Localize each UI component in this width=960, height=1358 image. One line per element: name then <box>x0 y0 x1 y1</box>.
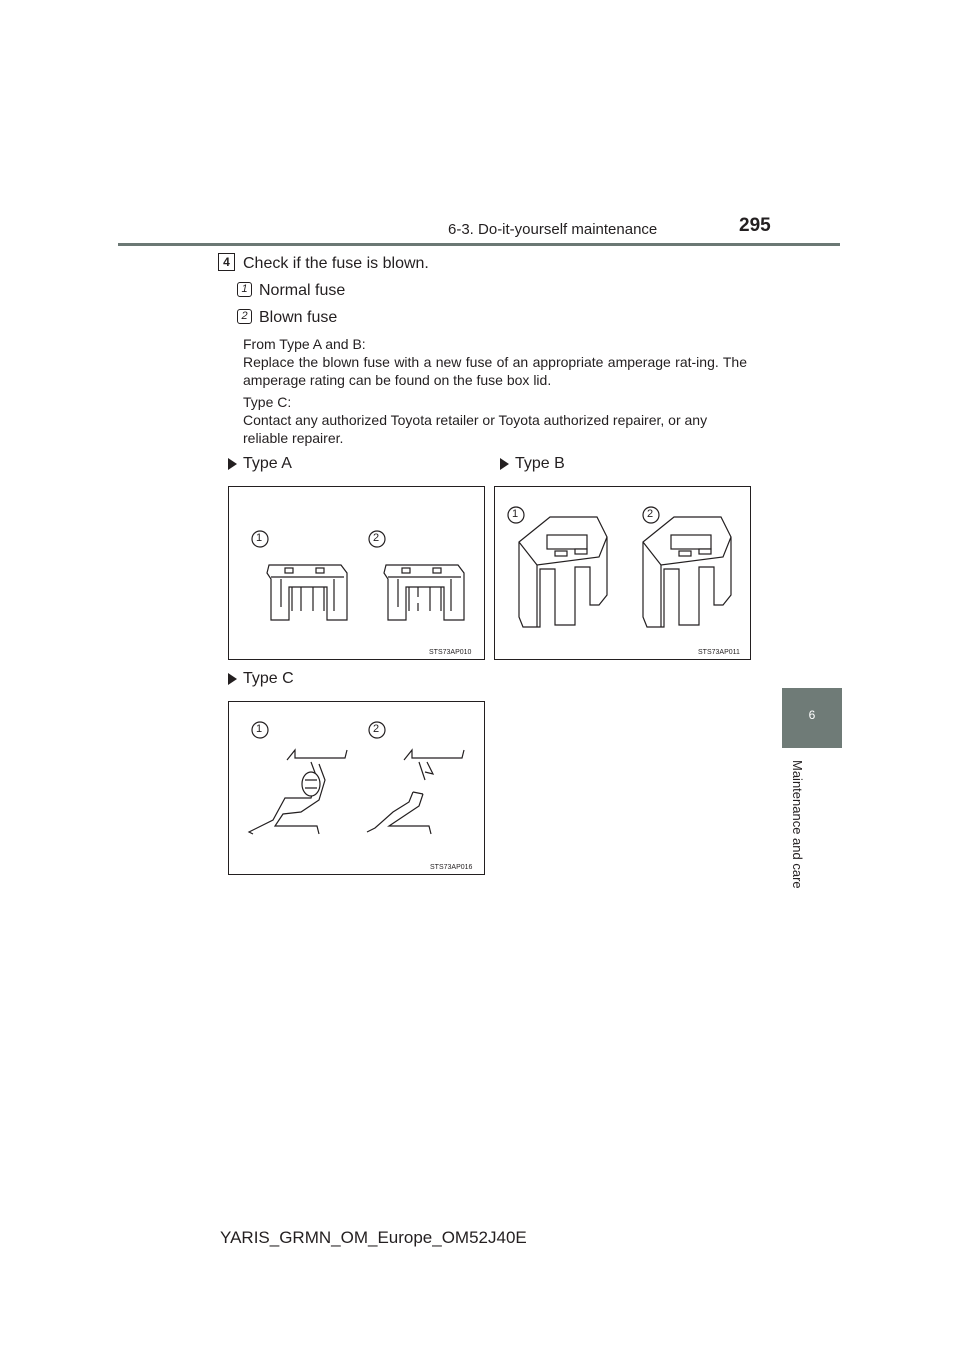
type-b-label: Type B <box>515 455 565 472</box>
header-divider <box>118 243 840 246</box>
type-a-label: Type A <box>243 455 292 472</box>
document-id: YARIS_GRMN_OM_Europe_OM52J40E <box>220 1228 527 1247</box>
marker-normal: 1 <box>256 723 263 735</box>
marker-normal: 1 <box>256 532 263 544</box>
triangle-bullet-icon <box>228 673 237 685</box>
chapter-title: Maintenance and care <box>790 760 805 889</box>
marker-blown: 2 <box>647 508 654 520</box>
section-title: 6-3. Do-it-yourself maintenance <box>448 221 658 238</box>
note-c-body: Contact any authorized Toyota retailer or Toyota authorized repairer, or any reliable repairer. <box>243 412 708 446</box>
marker-blown: 2 <box>373 532 380 544</box>
step-number-box: 4 <box>218 253 235 271</box>
triangle-bullet-icon <box>500 458 509 470</box>
item-label-blown-fuse: Blown fuse <box>259 309 338 326</box>
figure-code: STS73AP016 <box>430 864 473 871</box>
item-marker-normal: 1 <box>237 282 252 297</box>
marker-blown: 2 <box>373 723 380 735</box>
figure-type-b <box>494 486 751 660</box>
triangle-bullet-icon <box>228 458 237 470</box>
fuse-type-c-illustration <box>229 702 484 874</box>
marker-normal: 1 <box>512 508 519 520</box>
type-c-label: Type C <box>243 670 294 687</box>
step-text: Check if the fuse is blown. <box>243 255 429 272</box>
fuse-type-b-illustration <box>495 487 750 659</box>
figure-code: STS73AP010 <box>429 649 472 656</box>
figure-code: STS73AP011 <box>698 649 740 656</box>
page-number: 295 <box>739 215 771 236</box>
item-label-normal-fuse: Normal fuse <box>259 282 346 299</box>
fuse-type-a-illustration <box>229 487 484 659</box>
figure-type-a <box>228 486 485 660</box>
item-marker-blown: 2 <box>237 309 252 324</box>
note-c-heading: Type C: <box>243 394 292 410</box>
chapter-number: 6 <box>808 708 816 722</box>
figure-type-c <box>228 701 485 875</box>
note-ab-body: Replace the blown fuse with a new fuse of an appropriate amperage rat-ing. The amperage rating can be found on the fuse box lid. <box>243 354 747 388</box>
note-ab-heading: From Type A and B: <box>243 336 366 352</box>
